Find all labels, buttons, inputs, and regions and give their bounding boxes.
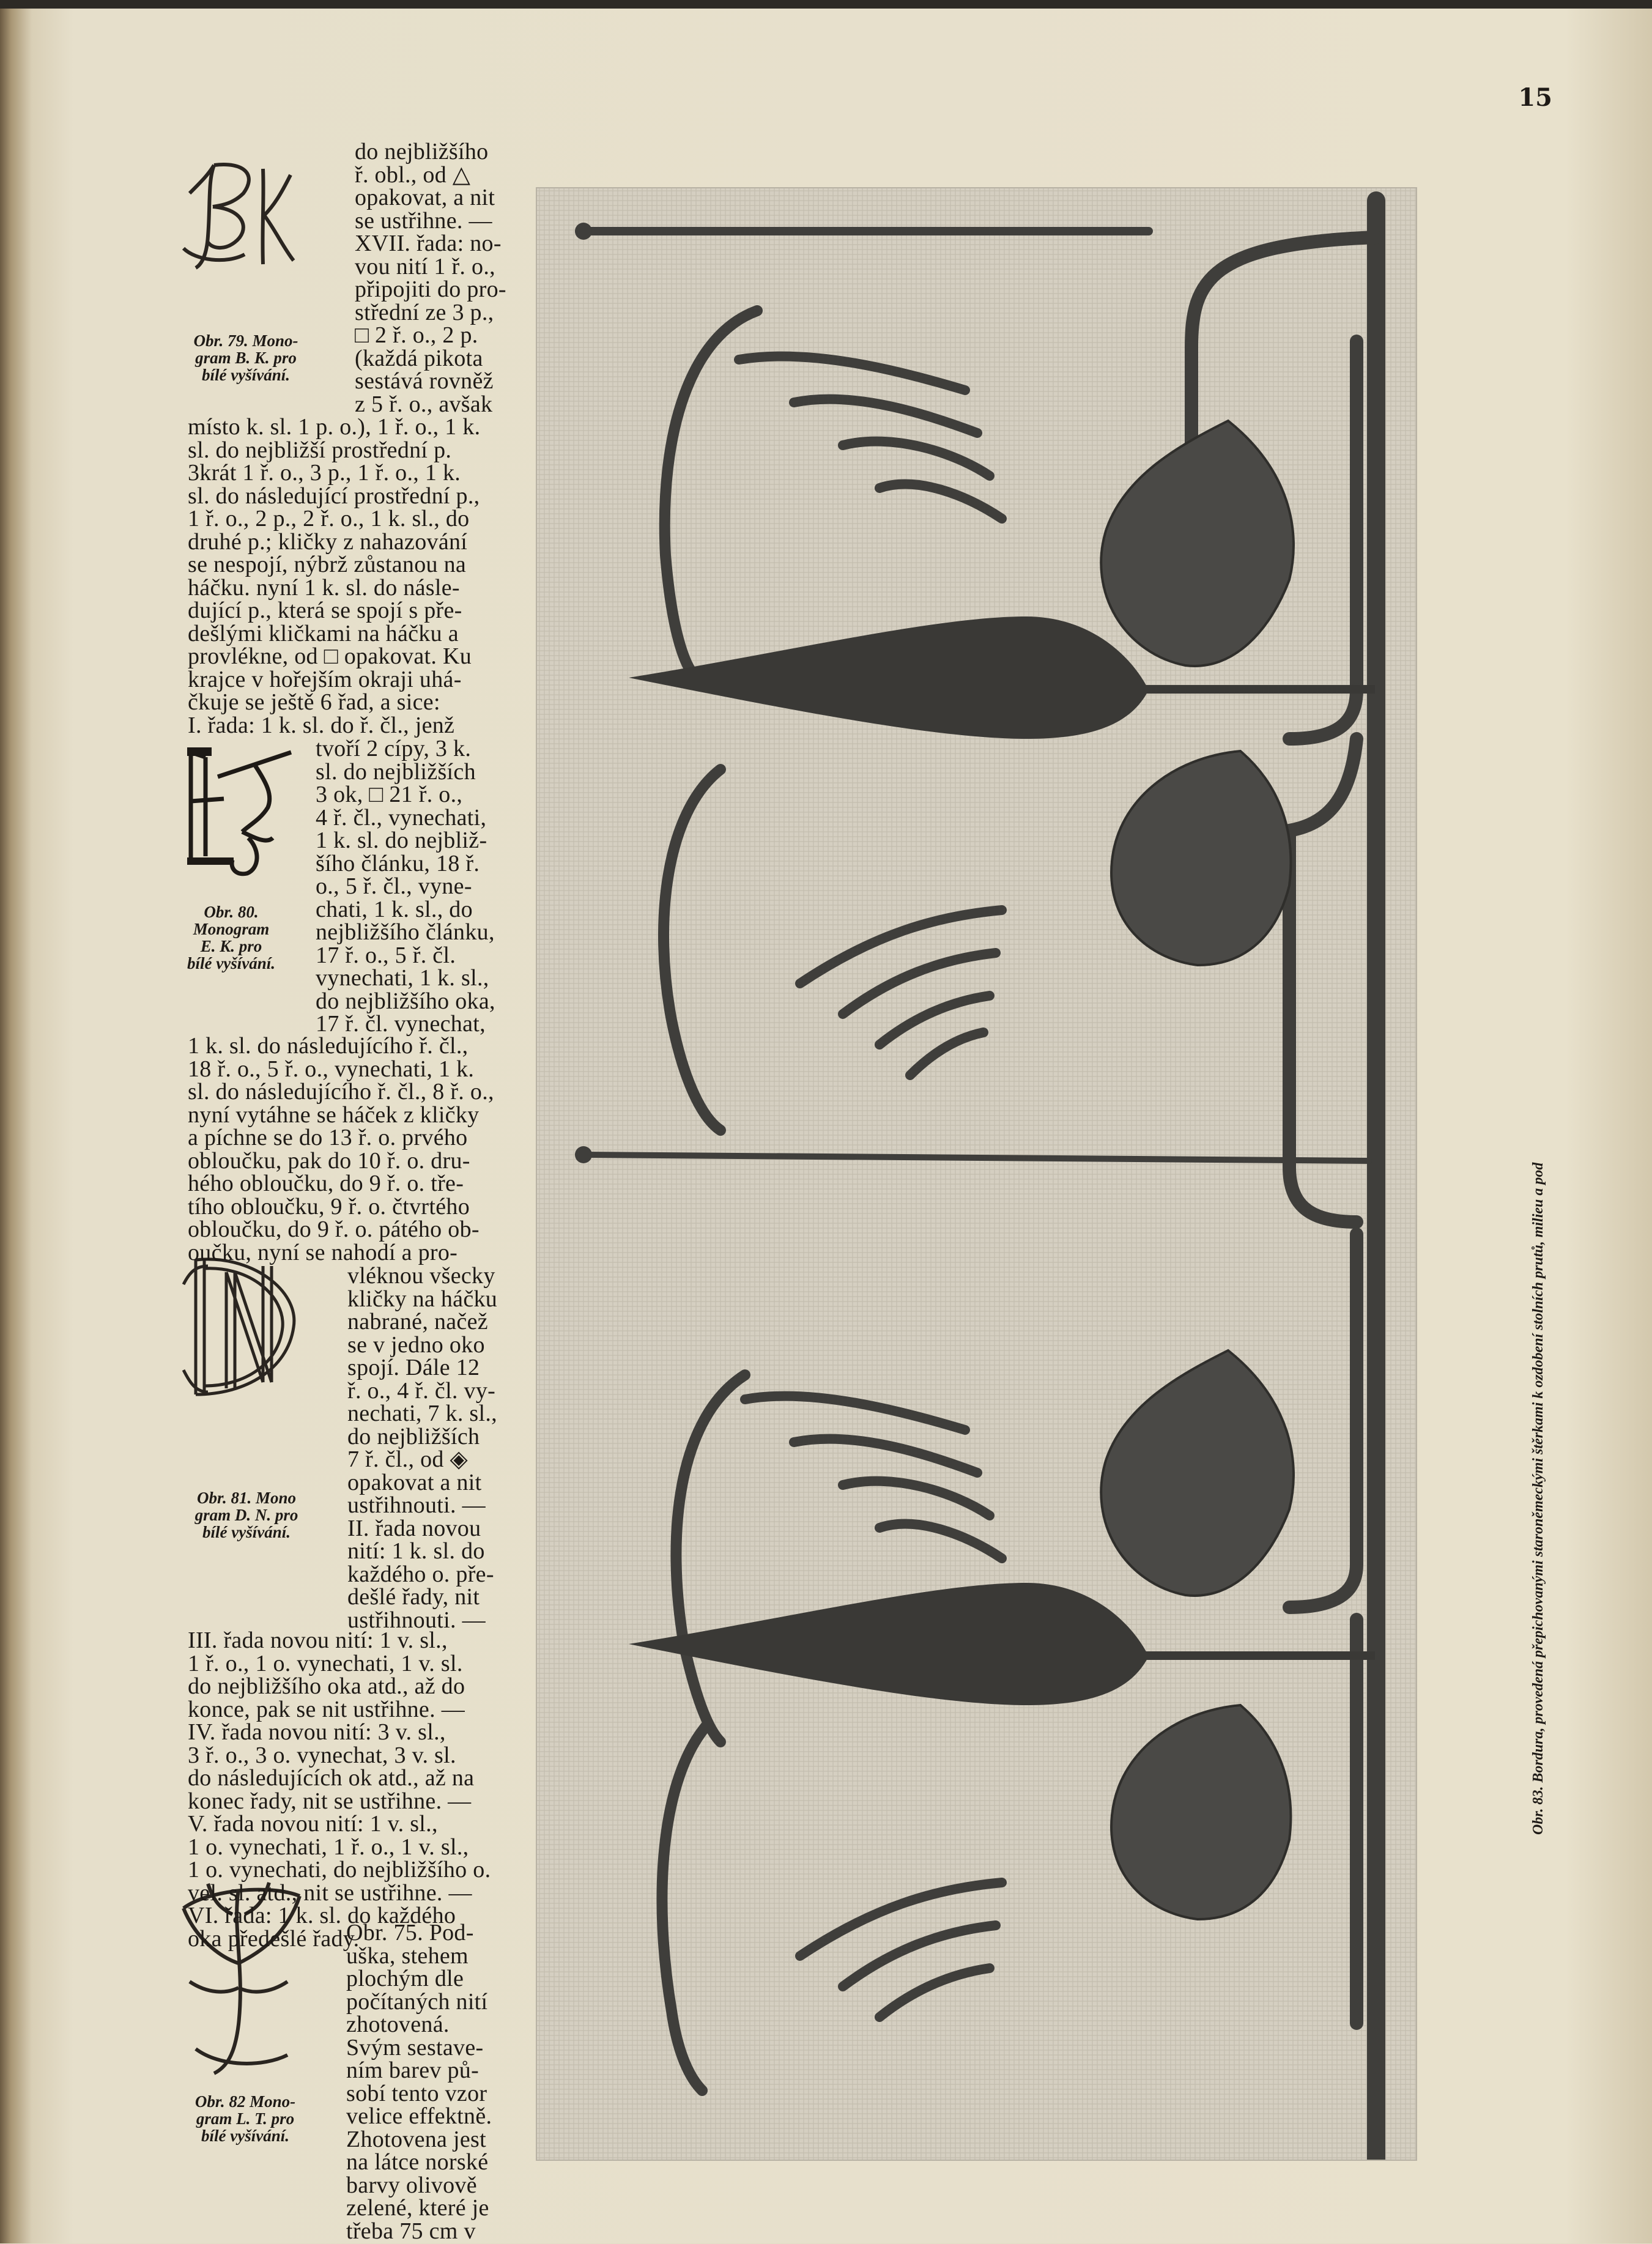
embroidery-pattern (537, 188, 1416, 2160)
embroidery-border-image (536, 187, 1417, 2161)
figure-81-caption: Obr. 81. Mono gram D. N. pro bílé vyšívání. (194, 1489, 298, 1541)
text-block-5: vléknou všecky kličky na háčku nabrané, načež se v jedno oko spojí. Dále 12 ř. o., 4 ř. čl. vy- nechati, 7 k. sl., do nejbližších 7 ř. čl., od ◈ opakovat a nit ustřihnouti. — II. řada novou nití: 1 k. sl. do každého o. pře- dešlé řady, nit ustřihnouti. — (347, 1263, 498, 1633)
text-block-7: Obr. 75. Pod- uška, stehem plochým dle počítaných nití zhotovená. Svým sestave- ním barev pů- sobí tento vzor velice effektně. Zhotovena jest na látce norské barvy olivově zelené, které je třeba 75 cm v (346, 1920, 492, 2244)
text-block-6: III. řada novou nití: 1 v. sl., 1 ř. o., 1 o. vynechati, 1 v. sl. do nejbližšího oka atd., až do konce, pak se nit ustřihne. — IV. řada novou nití: 3 v. sl., 3 ř. o., 3 o. vynechat, 3 v. sl. do následujících ok atd., až na konec řady, nit se ustřihne. — V. řada novou nití: 1 v. sl., 1 o. vynechati, 1 ř. o., 1 v. sl., 1 o. vynechati, do nejbližšího o. vel. sl. atd., nit se ustřihne. — VI. řada: 1 k. sl. do každého oka předešlé řady. (188, 1627, 491, 1952)
text-block-1: do nejbližšího ř. obl., od △ opakovat, a nit se ustřihne. — XVII. řada: no- vou nití 1 ř. o., připojiti do pro- střední ze 3 p., □ 2 ř. o., 2 p. (každá pikota sestává rovněž z 5 ř. o., avšak (355, 139, 506, 417)
figure-83-caption (1519, 722, 1556, 1835)
text-block-4: 1 k. sl. do následujícího ř. čl., 18 ř. o., 5 ř. o., vynechati, 1 k. sl. do následujícího ř. čl., 8 ř. o., nyní vytáhne se háček z kličky a píchne se do 13 ř. o. prvého obloučku, pak do 10 ř. o. dru- hého obloučku, do 9 ř. o. tře- tího obloučku, 9 ř. o. čtvrtého obloučku, do 9 ř. o. pátého ob- oučku, nyní se nahodí a pro- (188, 1033, 494, 1265)
figure-83-caption-text: Obr. 83. Bordura, provedená přepichovanými staroněmeckými štěrkami k ozdobení stolních prutů, milieu a pod (1530, 1162, 1546, 1835)
page-number: 15 (1518, 83, 1552, 112)
figure-80-caption: Obr. 80. Monogram E. K. pro bílé vyšívání. (187, 903, 275, 972)
monogram-ek-image (181, 740, 297, 881)
monogram-bk-image (171, 157, 300, 273)
page-top-edge (0, 0, 1652, 9)
figure-82-caption: Obr. 82 Mono- gram L. T. pro bílé vyšívání. (194, 2092, 296, 2145)
figure-79-caption: Obr. 79. Mono- gram B. K. pro bílé vyšívání. (193, 331, 298, 384)
text-block-3: tvoří 2 cípy, 3 k. sl. do nejbližších 3 ok, □ 21 ř. o., 4 ř. čl., vynechati, 1 k. sl. do nejbliž- šího článku, 18 ř. o., 5 ř. čl., vyne- chati, 1 k. sl., do nejbližšího článku, 17 ř. o., 5 ř. čl. vynechati, 1 k. sl., do nejbližšího oka, 17 ř. čl. vynechat, (316, 736, 495, 1037)
text-block-2: místo k. sl. 1 p. o.), 1 ř. o., 1 k. sl. do nejbližší prostřední p. 3krát 1 ř. o., 3 p., 1 ř. o., 1 k. sl. do následující prostřední p., 1 ř. o., 2 p., 2 ř. o., 1 k. sl., do druhé p.; kličky z nahazování se nespojí, nýbrž zůstanou na háčku. nyní 1 k. sl. do násle- dující p., která se spojí s pře- dešlými kličkami na háčku a provlékne, od □ opakovat. Ku krajce v hořejším okraji uhá- čkuje se ještě 6 řad, a sice: I. řada: 1 k. sl. do ř. čl., jenž (188, 414, 481, 738)
monogram-dn-image (177, 1248, 306, 1407)
